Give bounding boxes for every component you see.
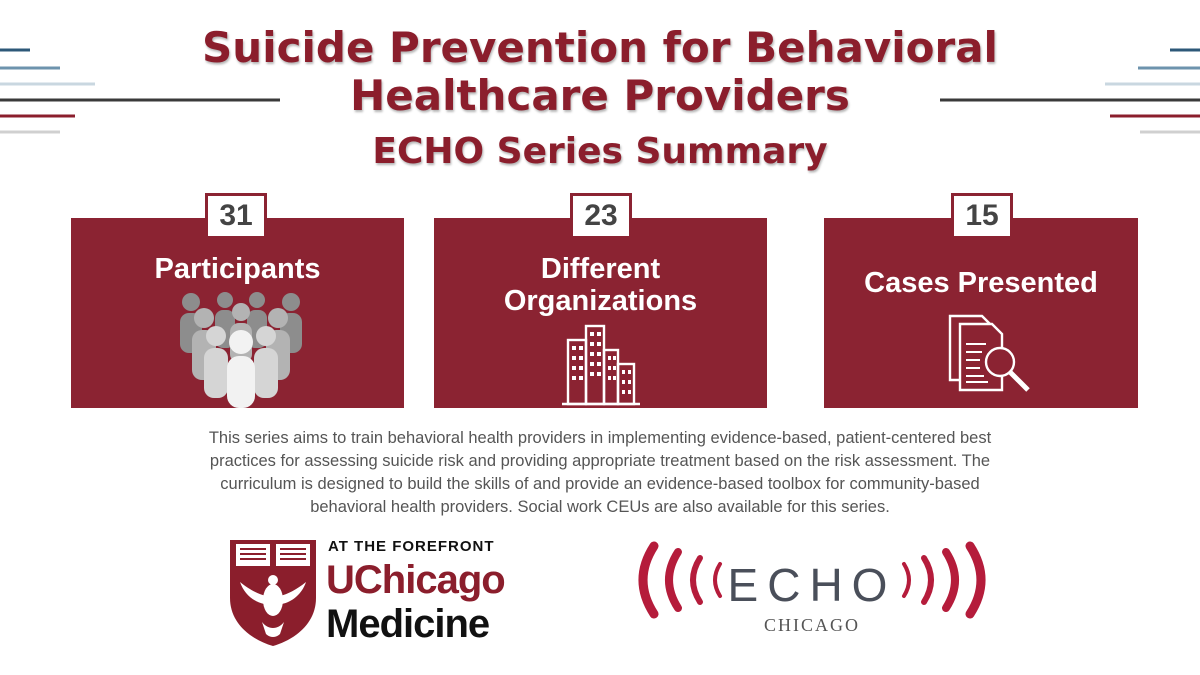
stat-label: Cases Presented xyxy=(864,267,1098,299)
series-description: This series aims to train behavioral health providers in implementing evidence-based, patient-centered best practices for assessing suicide risk and providing appropriate treatment based on the risk assessment. The curriculum is designed to build the skills of and provide an evidence-based toolbox for community-based behavioral health providers. Social work CEUs are also available for this series. xyxy=(208,429,992,516)
stat-label: Participants xyxy=(154,253,321,285)
page-title-line2: Healthcare Providers xyxy=(350,71,850,120)
stat-number-organizations: 23 xyxy=(570,193,632,239)
echo-wordmark: ECHO xyxy=(727,559,897,611)
uchicago-medicine-logo xyxy=(228,538,538,648)
stat-number-participants: 31 xyxy=(205,193,267,239)
phoenix-shield-icon xyxy=(228,538,318,648)
stat-label-line1: Different xyxy=(540,253,661,285)
document-search-icon xyxy=(942,310,1038,396)
page-subtitle: ECHO Series Summary xyxy=(372,131,828,172)
uchicago-name: UChicago xyxy=(326,558,505,602)
stat-card-participants xyxy=(71,218,404,408)
stat-label-line2: Organizations xyxy=(503,285,698,317)
stat-card-organizations xyxy=(434,218,767,408)
echo-city: CHICAGO xyxy=(763,615,860,635)
uchicago-tagline: AT THE FOREFRONT xyxy=(328,538,495,555)
stat-card-cases xyxy=(824,218,1138,408)
people-group-icon xyxy=(176,290,306,408)
buildings-icon xyxy=(560,322,642,406)
medicine-name: Medicine xyxy=(326,602,490,646)
page-title-line1: Suicide Prevention for Behavioral xyxy=(202,23,998,72)
echo-chicago-logo xyxy=(632,540,992,640)
stat-number-cases: 15 xyxy=(951,193,1013,239)
